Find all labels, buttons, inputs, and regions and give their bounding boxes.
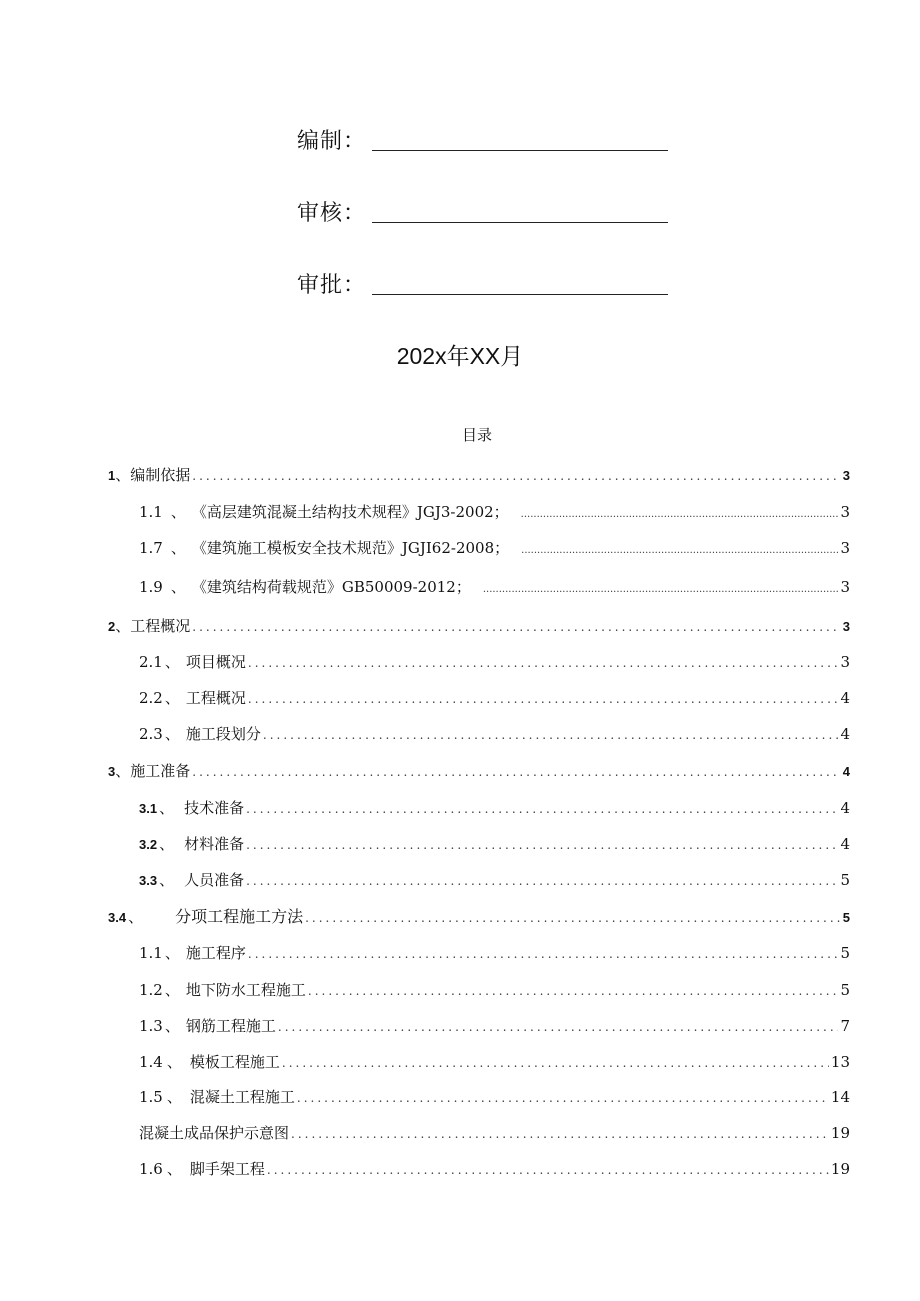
toc-entry-page: 19 (830, 1160, 850, 1178)
toc-entry[interactable] (139, 722, 850, 746)
toc-entry[interactable] (139, 575, 850, 599)
toc-entry-number: 3.3 (139, 873, 158, 888)
toc-entry-number: 1.5 (139, 1088, 163, 1106)
compile-label: 编制： (297, 129, 367, 154)
toc-entry-separator: 、 (159, 799, 175, 817)
toc-entry-page: 5 (840, 871, 850, 889)
toc-entry-title: 《高层建筑混凝土结构技术规程》JGJ3-2002； (191, 503, 509, 521)
toc-entry-title: 混凝土成品保护示意图 (139, 1124, 290, 1142)
toc-dot-leader (248, 651, 839, 675)
toc-entry-page: 4 (840, 725, 850, 743)
toc-entry[interactable] (139, 832, 850, 856)
toc-entry-number: 1.1 (139, 503, 163, 521)
toc-entry-page: 3 (842, 619, 850, 634)
toc-entry-number: 1.1 (139, 944, 163, 962)
toc-dot-leader (192, 760, 840, 784)
toc-entry[interactable] (139, 1014, 850, 1038)
toc-entry-title: 《建筑施工模板安全技术规范》JGJI62-2008； (191, 539, 510, 557)
toc-entry-page: 19 (830, 1124, 850, 1142)
toc-entry-separator: 、 (115, 617, 131, 635)
toc-entry-title: 材料准备 (184, 835, 245, 853)
toc-dot-leader (267, 1158, 829, 1182)
toc-entry-number: 2.2 (139, 689, 163, 707)
review-row (297, 197, 677, 231)
toc-entry[interactable] (139, 650, 850, 674)
document-date: 202x年XX月 (396, 343, 524, 369)
toc-entry[interactable] (108, 905, 850, 929)
toc-entry-title: 地下防水工程施工 (185, 981, 306, 999)
toc-entry-number: 1.3 (139, 1017, 163, 1035)
toc-entry-page: 5 (842, 910, 850, 925)
toc-dot-leader (248, 942, 839, 966)
toc-entry-number: 2.3 (139, 725, 163, 743)
toc-entry-number: 3.1 (139, 801, 158, 816)
toc-dot-leader (192, 615, 840, 639)
toc-title: 目录 (461, 426, 492, 444)
review-label: 审核： (297, 201, 367, 226)
toc-entry-title: 人员准备 (184, 871, 245, 889)
toc-entry-title: 脚手架工程 (189, 1160, 265, 1178)
toc-dot-leader (291, 1122, 829, 1146)
toc-entry-separator: 、 (164, 725, 180, 743)
toc-entry-title: 施工程序 (185, 944, 246, 962)
toc-entry[interactable] (139, 978, 850, 1002)
approve-signature-line (372, 294, 668, 295)
toc-entry-page: 5 (840, 981, 850, 999)
toc-entry-number: 1.2 (139, 981, 163, 999)
approve-label: 审批： (297, 273, 367, 298)
toc-entry-title: 分项工程施工方法 (175, 907, 304, 926)
toc-entry[interactable] (139, 941, 850, 965)
toc-dot-leader (308, 979, 839, 1003)
toc-entry-number: 1.4 (139, 1053, 163, 1071)
toc-entry-separator: 、 (166, 1160, 182, 1178)
toc-entry-number: 2.1 (139, 653, 163, 671)
toc-dot-leader (521, 503, 839, 527)
toc-entry[interactable] (139, 1157, 850, 1181)
toc-entry-page: 3 (840, 503, 850, 521)
toc-entry-separator: 、 (170, 539, 186, 557)
toc-entry[interactable] (139, 686, 850, 710)
toc-entry-number: 2 (108, 619, 116, 634)
toc-entry-number: 1.9 (139, 578, 163, 596)
toc-dot-leader (483, 578, 839, 602)
toc-entry-separator: 、 (164, 981, 180, 999)
toc-entry-separator: 、 (159, 835, 175, 853)
toc-entry[interactable] (139, 500, 850, 524)
toc-entry-separator: 、 (115, 466, 131, 484)
toc-dot-leader (282, 1051, 829, 1075)
approve-row (297, 269, 677, 303)
toc-entry-title: 混凝土工程施工 (189, 1088, 295, 1106)
toc-entry-separator: 、 (128, 908, 144, 926)
toc-entry-separator: 、 (166, 1053, 182, 1071)
toc-entry[interactable] (139, 1121, 850, 1145)
toc-entry-separator: 、 (166, 1088, 182, 1106)
toc-entry-number: 3.4 (108, 910, 127, 925)
toc-entry-separator: 、 (170, 503, 186, 521)
toc-entry-page: 4 (840, 835, 850, 853)
toc-entry-page: 13 (830, 1053, 850, 1071)
toc-entry[interactable] (108, 463, 850, 487)
toc-entry-separator: 、 (159, 871, 175, 889)
toc-entry-title: 施工准备 (130, 762, 191, 780)
toc-entry-title: 技术准备 (184, 799, 245, 817)
toc-entry-separator: 、 (164, 689, 180, 707)
toc-entry[interactable] (108, 614, 850, 638)
toc-entry-page: 3 (840, 653, 850, 671)
toc-entry-title: 工程概况 (185, 689, 246, 707)
toc-dot-leader (248, 687, 839, 711)
toc-entry-separator: 、 (164, 944, 180, 962)
toc-entry-title: 编制依据 (130, 466, 191, 484)
toc-dot-leader (297, 1086, 829, 1110)
toc-entry-separator: 、 (164, 653, 180, 671)
toc-dot-leader (278, 1015, 839, 1039)
toc-entry-separator: 、 (115, 762, 131, 780)
toc-entry-title: 项目概况 (185, 653, 246, 671)
toc-entry-title: 《建筑结构荷载规范》GB50009-2012； (191, 578, 471, 596)
toc-entry-page: 4 (840, 689, 850, 707)
review-signature-line (372, 222, 668, 223)
toc-entry-page: 3 (840, 539, 850, 557)
toc-entry-title: 工程概况 (130, 617, 191, 635)
toc-entry-number: 1 (108, 468, 116, 483)
toc-entry-page: 3 (840, 578, 850, 596)
toc-entry-number: 1.7 (139, 539, 163, 557)
toc-dot-leader (305, 906, 840, 930)
toc-entry-number: 3.2 (139, 837, 158, 852)
toc-dot-leader (521, 539, 838, 563)
toc-entry-title: 施工段划分 (185, 725, 261, 743)
toc-entry-number: 3 (108, 764, 116, 779)
toc-entry-number: 1.6 (139, 1160, 163, 1178)
toc-entry-separator: 、 (164, 1017, 180, 1035)
compile-signature-line (372, 150, 668, 151)
toc-dot-leader (263, 723, 839, 747)
toc-entry[interactable] (139, 536, 850, 560)
toc-entry-title: 模板工程施工 (189, 1053, 280, 1071)
toc-entry[interactable] (139, 1050, 850, 1074)
toc-dot-leader (246, 869, 838, 893)
toc-entry-page: 4 (842, 764, 850, 779)
toc-entry-page: 7 (840, 1017, 850, 1035)
toc-dot-leader (192, 464, 840, 488)
toc-entry-page: 5 (840, 944, 850, 962)
toc-entry[interactable] (139, 796, 850, 820)
toc-entry-title: 钢筋工程施工 (185, 1017, 276, 1035)
toc-entry[interactable] (139, 868, 850, 892)
toc-dot-leader (246, 797, 838, 821)
toc-dot-leader (246, 833, 838, 857)
toc-entry[interactable] (108, 759, 850, 783)
compile-row (297, 125, 677, 159)
toc-entry-separator: 、 (170, 578, 186, 596)
toc-entry-page: 4 (840, 799, 850, 817)
toc-entry[interactable] (139, 1085, 850, 1109)
toc-entry-page: 3 (842, 468, 850, 483)
toc-entry-page: 14 (830, 1088, 850, 1106)
